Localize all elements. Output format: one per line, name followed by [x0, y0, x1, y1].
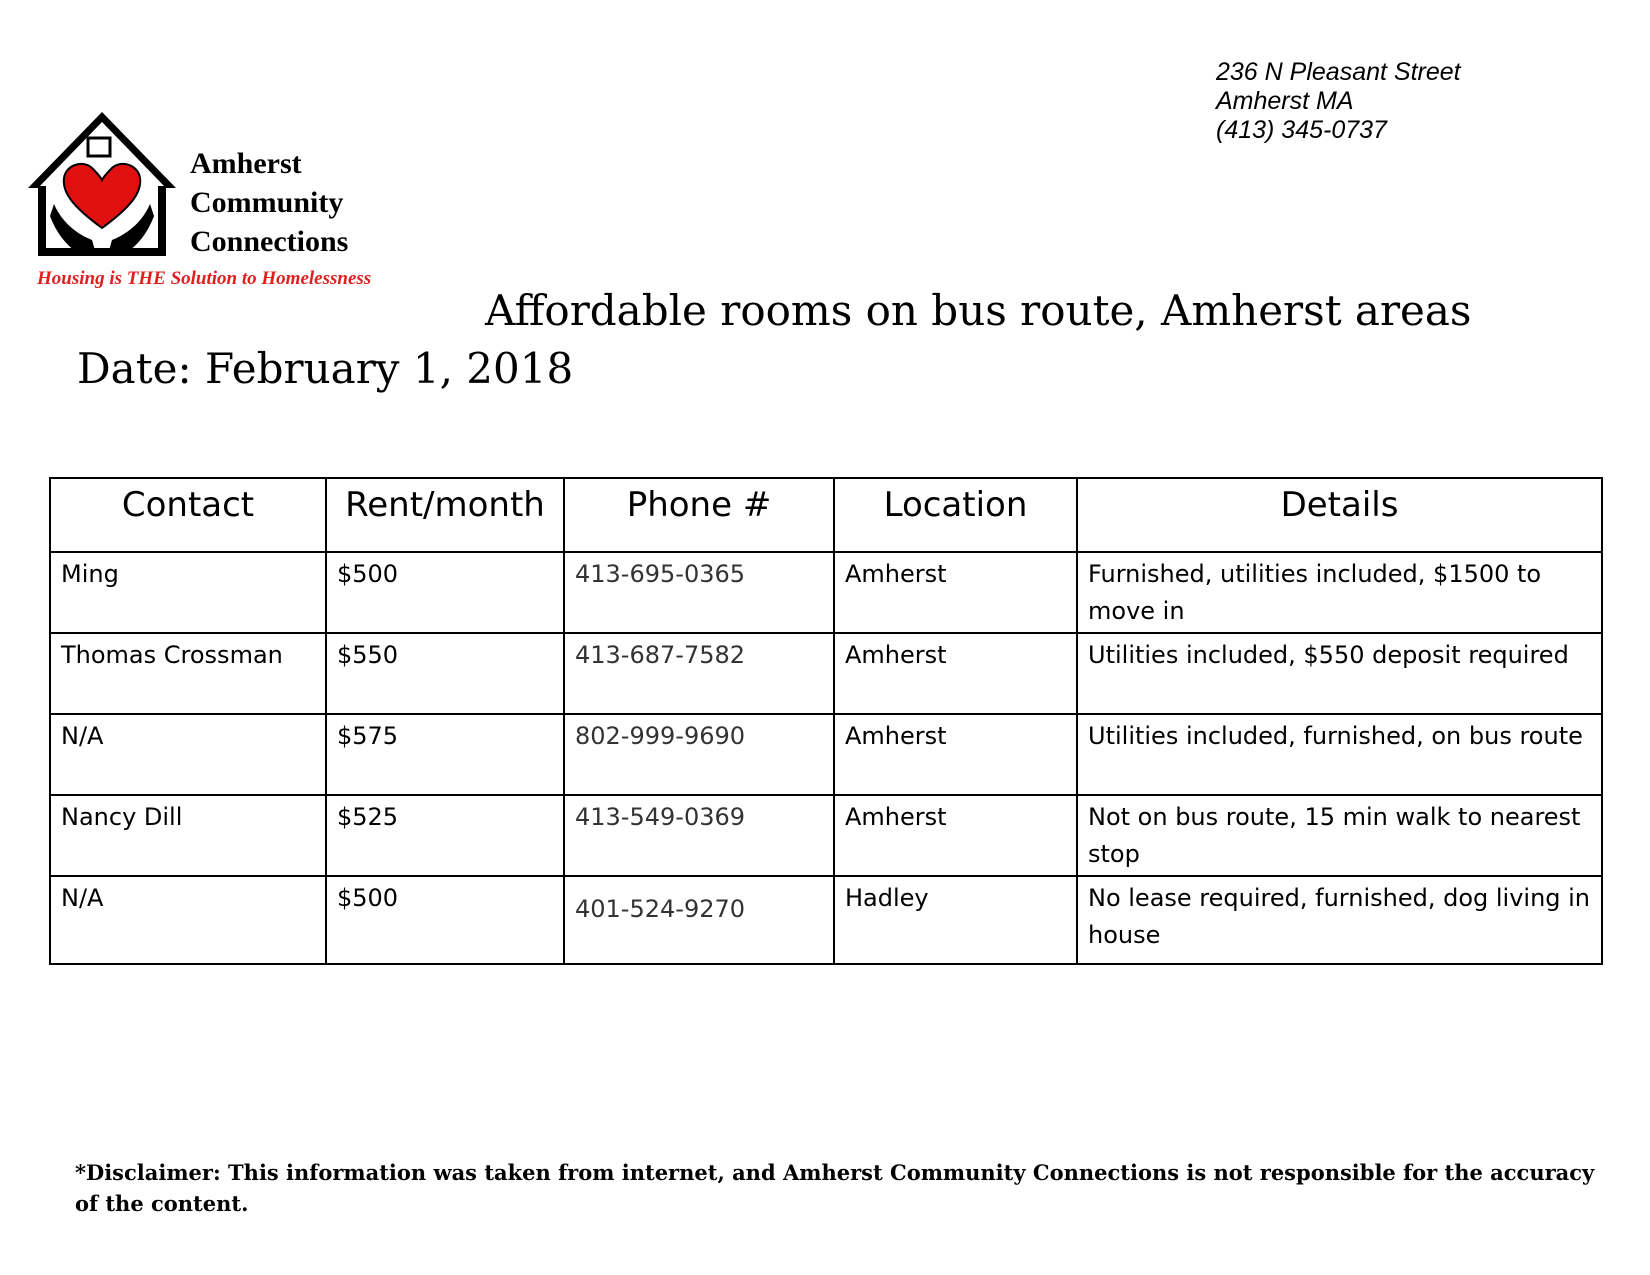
address-city: Amherst MA: [1216, 87, 1354, 115]
cell-details: Utilities included, furnished, on bus route: [1077, 714, 1602, 795]
page-title: Affordable rooms on bus route, Amherst areas: [485, 286, 1472, 335]
address-street: 236 N Pleasant Street: [1216, 58, 1461, 86]
table-header-row: [50, 478, 1602, 552]
disclaimer: *Disclaimer: This information was taken from internet, and Amherst Community Connections is not responsible for the accuracy of the content.: [75, 1160, 1595, 1216]
logo-name-line: Community: [190, 186, 344, 219]
cell-phone: 413-695-0365: [564, 552, 834, 633]
header-location: Location: [834, 478, 1077, 552]
cell-rent: $525: [326, 795, 564, 876]
cell-location: Amherst: [834, 795, 1077, 876]
cell-phone: 802-999-9690: [564, 714, 834, 795]
cell-details: No lease required, furnished, dog living in house: [1077, 876, 1602, 964]
header-rent: Rent/month: [326, 478, 564, 552]
table-row: [50, 876, 1602, 964]
cell-details: Not on bus route, 15 min walk to nearest stop: [1077, 795, 1602, 876]
header-contact: Contact: [50, 478, 326, 552]
cell-rent: $500: [326, 876, 564, 964]
cell-contact: Nancy Dill: [50, 795, 326, 876]
cell-rent: $550: [326, 633, 564, 714]
cell-rent: $575: [326, 714, 564, 795]
cell-location: Amherst: [834, 552, 1077, 633]
table-row: [50, 552, 1602, 633]
cell-location: Amherst: [834, 714, 1077, 795]
logo-tagline: Housing is THE Solution to Homelessness: [37, 268, 372, 289]
table-row: [50, 714, 1602, 795]
cell-location: Hadley: [834, 876, 1077, 964]
header-phone: Phone #: [564, 478, 834, 552]
cell-details: Furnished, utilities included, $1500 to move in: [1077, 552, 1602, 633]
address-phone: (413) 345-0737: [1216, 116, 1387, 144]
logo-name: [190, 144, 348, 261]
table-row: [50, 795, 1602, 876]
house-heart-hands-icon: [22, 108, 192, 268]
table-row: [50, 633, 1602, 714]
logo-name-line: Amherst: [190, 147, 302, 180]
cell-location: Amherst: [834, 633, 1077, 714]
cell-contact: Thomas Crossman: [50, 633, 326, 714]
logo-name-line: Connections: [190, 225, 349, 258]
cell-details: Utilities included, $550 deposit required: [1077, 633, 1602, 714]
listings-table: [49, 477, 1603, 965]
cell-contact: Ming: [50, 552, 326, 633]
cell-phone: 401-524-9270: [564, 876, 834, 964]
organization-address: [1216, 58, 1461, 145]
header-details: Details: [1077, 478, 1602, 552]
cell-contact: N/A: [50, 714, 326, 795]
cell-phone: 413-549-0369: [564, 795, 834, 876]
document-date: Date: February 1, 2018: [77, 344, 574, 393]
cell-phone: 413-687-7582: [564, 633, 834, 714]
cell-rent: $500: [326, 552, 564, 633]
organization-logo: [22, 108, 467, 298]
cell-contact: N/A: [50, 876, 326, 964]
